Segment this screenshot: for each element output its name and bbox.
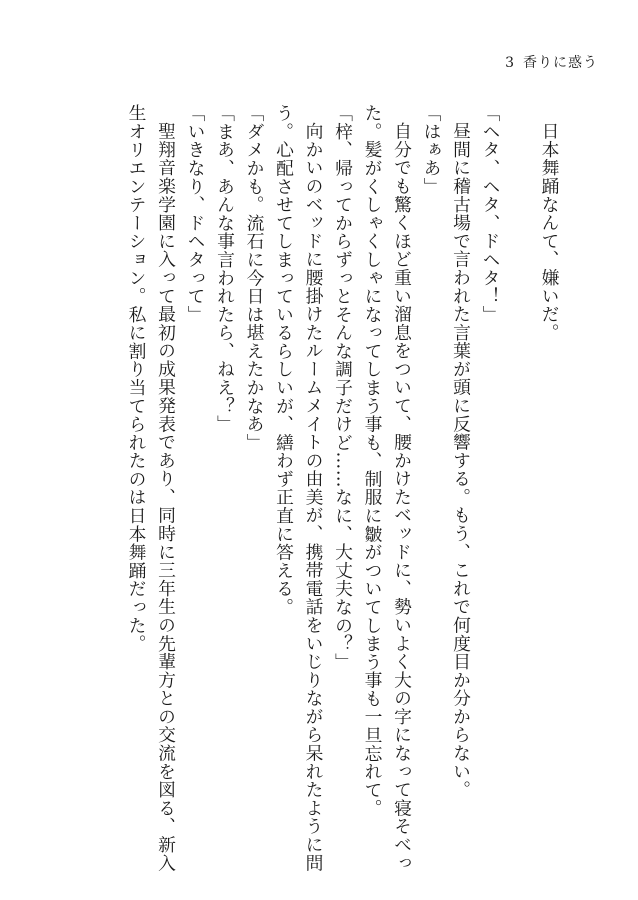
chapter-title: 香りに惑う: [523, 55, 598, 71]
dialogue-line: 「まあ、あんな事言われたら、ねえ？」: [214, 104, 236, 434]
dialogue-line: 「ダメかも。流石に今日は堪えたかなあ」: [244, 104, 265, 452]
chapter-number: 3: [505, 55, 515, 71]
dialogue-line: 「はぁあ」: [421, 104, 442, 196]
dialogue-line: 「いきなり、ドヘタって」: [185, 104, 206, 324]
paragraph-line: 日本舞踊なんて、嫌いだ。: [539, 121, 560, 342]
dialogue-line: 「梓、帰ってからずっとそんな調子だけど……なに、大丈夫なの？」: [332, 104, 354, 671]
paragraph-line: 昼間に稽古場で言われた言葉が頭に反響する。もう、これで何度目か分からない。: [450, 121, 472, 799]
paragraph-line: 生オリエンテーション。私に割り当てられたのは日本舞踊だった。: [126, 104, 147, 653]
running-head: [498, 52, 598, 72]
paragraph-line: 聖翔音楽学園に入って最初の成果発表であり、同時に三年生の先輩方との交流を図る、新入: [155, 121, 177, 872]
paragraph-line: 自分でも驚くほど重い溜息をついて、腰かけたベッドに、勢いよく大の字になって寝そべっ: [391, 121, 413, 872]
paragraph-line: た。髪がくしゃくしゃになってしまう事も、制服に皺がついてしまう事も一旦忘れて。: [362, 104, 383, 818]
paragraph-line: 向かいのベッドに腰掛けたルームメイトの由美が、携帯電話をいじりながら呆れたように問: [303, 121, 324, 872]
paragraph-line: う。心配させてしまっているらしいが、繕わず正直に答える。: [273, 104, 295, 617]
dialogue-line: 「ヘタ、ヘタ、ドヘタ！」: [480, 104, 501, 324]
vertical-body-text: [94, 104, 564, 872]
